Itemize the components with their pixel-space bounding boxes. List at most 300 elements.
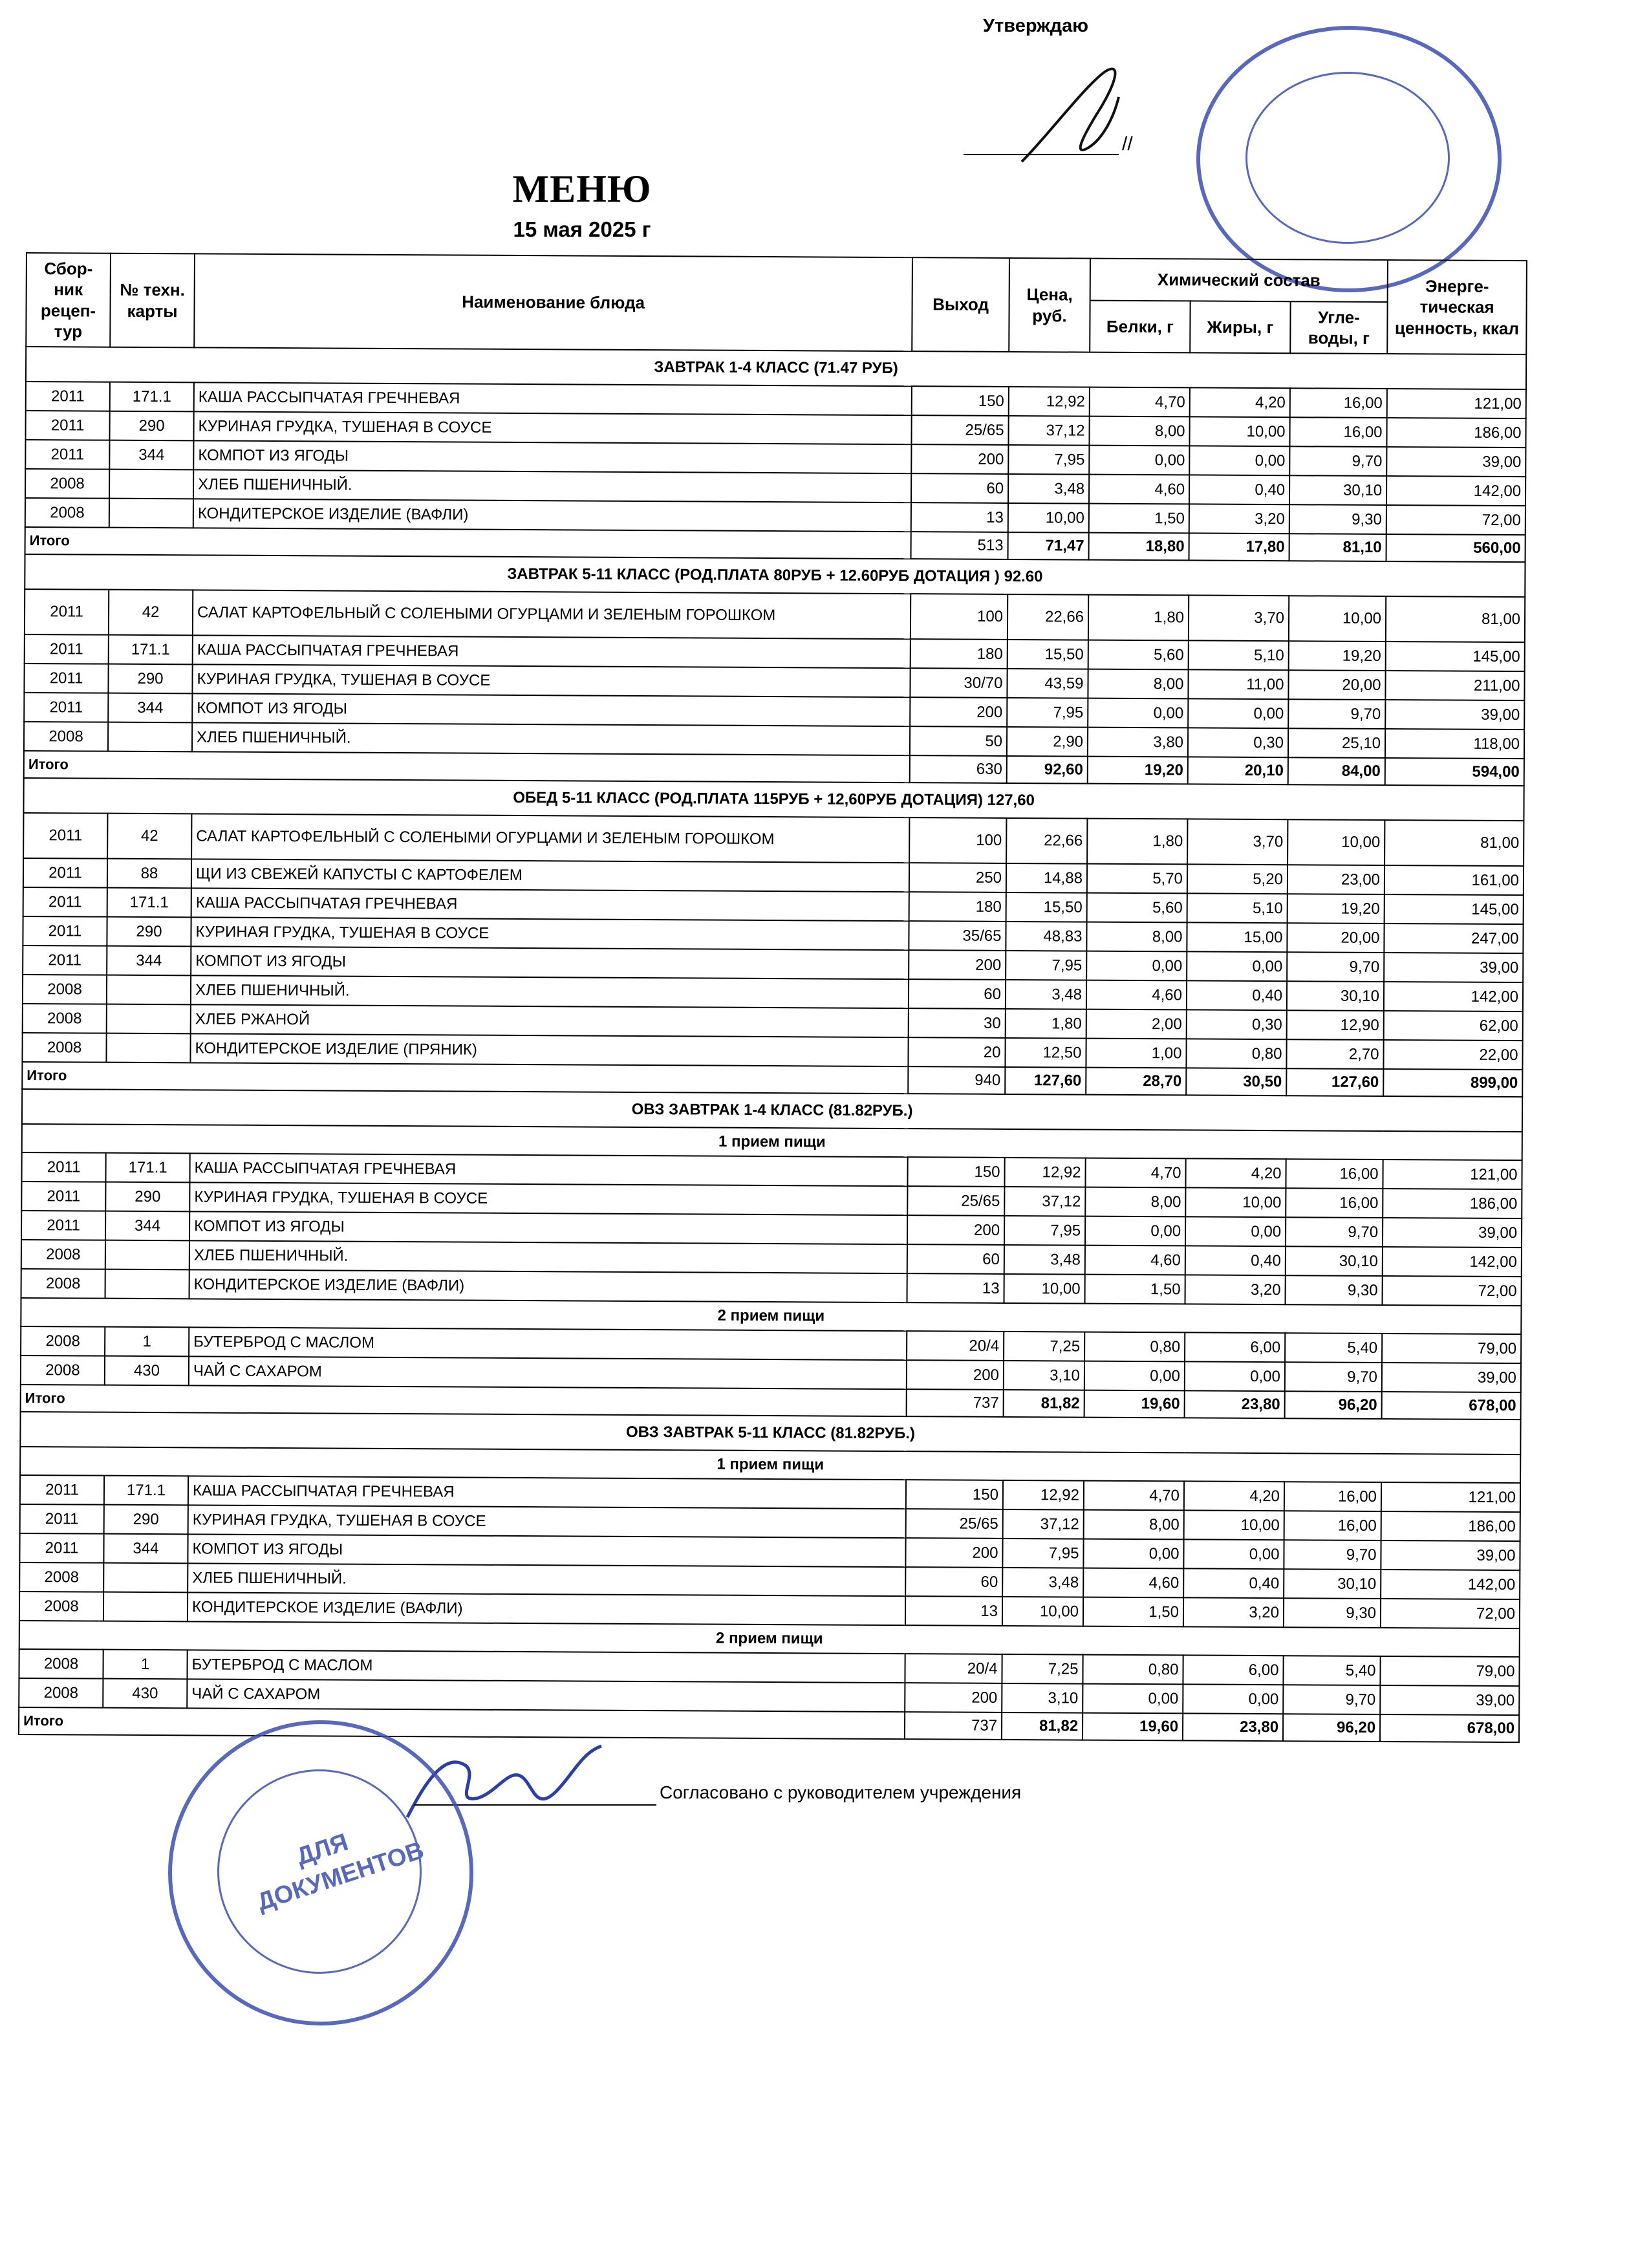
cell-dish-name: ХЛЕБ ПШЕНИЧНЫЙ. [188,1563,905,1596]
cell-fat: 5,10 [1187,893,1288,923]
cell-card [106,1033,190,1063]
cell-fat: 0,40 [1187,980,1287,1010]
cell-card: 344 [105,1211,189,1241]
agreed-label: Согласовано с руководителем учреждения [660,1782,1022,1802]
cell-energy: 121,00 [1383,1160,1522,1189]
cell-fat: 4,20 [1190,387,1290,417]
total-carbs: 84,00 [1288,757,1385,785]
cell-fat: 0,00 [1185,1361,1285,1391]
cell-price: 3,48 [1006,980,1086,1010]
cell-energy: 161,00 [1385,865,1524,895]
cell-dish-name: КАША РАССЫПЧАТАЯ ГРЕЧНЕВАЯ [193,635,911,668]
cell-collection: 2011 [24,693,108,722]
cell-price: 12,92 [1003,1480,1084,1510]
cell-collection: 2008 [23,975,107,1004]
cell-fat: 0,00 [1185,1216,1286,1246]
cell-dish-name: КОНДИТЕРСКОЕ ИЗДЕЛИЕ (ВАФЛИ) [189,1269,907,1302]
cell-price: 22,66 [1006,818,1087,864]
cell-price: 48,83 [1006,922,1086,951]
cell-price: 3,48 [1008,474,1089,504]
cell-protein: 0,00 [1088,698,1188,728]
cell-card: 290 [109,411,193,441]
cell-fat: 4,20 [1184,1481,1284,1511]
col-protein: Белки, г [1090,301,1190,353]
cell-price: 43,59 [1007,669,1088,698]
cell-carbs: 9,30 [1289,504,1386,534]
section-title: ОВЗ ЗАВТРАК 1-4 КЛАСС (81.82РУБ.) [22,1089,1522,1132]
cell-output: 50 [910,726,1007,756]
cell-output: 25/65 [911,415,1008,445]
cell-energy: 39,00 [1385,700,1524,729]
cell-collection: 2008 [19,1649,103,1679]
cell-dish-name: КУРИНАЯ ГРУДКА, ТУШЕНАЯ В СОУСЕ [192,664,910,697]
total-protein: 28,70 [1086,1068,1186,1096]
cell-collection: 2011 [23,858,107,888]
cell-energy: 39,00 [1384,953,1523,982]
cell-collection: 2011 [20,1475,104,1505]
total-price: 71,47 [1008,532,1089,560]
cell-protein: 8,00 [1089,416,1189,446]
cell-energy: 81,00 [1386,596,1525,642]
cell-fat: 6,00 [1183,1655,1283,1685]
cell-price: 3,48 [1002,1568,1083,1597]
total-energy: 678,00 [1382,1392,1521,1420]
cell-output: 200 [907,1360,1004,1390]
cell-fat: 3,20 [1183,1597,1284,1627]
total-output: 513 [911,532,1008,559]
cell-collection: 2008 [19,1678,103,1708]
cell-energy: 186,00 [1383,1189,1522,1218]
cell-price: 14,88 [1006,863,1087,893]
cell-collection: 2008 [21,1240,105,1269]
cell-fat: 5,20 [1187,864,1288,894]
cell-dish-name: ХЛЕБ ПШЕНИЧНЫЙ. [193,470,911,502]
cell-carbs: 12,90 [1287,1010,1384,1040]
cell-carbs: 25,10 [1288,728,1385,758]
cell-fat: 0,00 [1183,1684,1283,1714]
cell-energy: 39,00 [1386,447,1525,477]
cell-energy: 186,00 [1381,1511,1520,1541]
cell-output: 150 [912,386,1009,416]
page-title: МЕНЮ [512,167,652,210]
cell-energy: 142,00 [1383,1247,1522,1277]
section-title: ОВЗ ЗАВТРАК 5-11 КЛАСС (81.82РУБ.) [20,1412,1520,1454]
cell-carbs: 30,10 [1286,1246,1383,1276]
cell-protein: 4,60 [1086,980,1187,1010]
total-carbs: 81,10 [1289,534,1386,561]
cell-card: 344 [107,946,191,976]
cell-collection: 2011 [24,664,108,693]
cell-carbs: 10,00 [1289,596,1386,642]
cell-collection: 2008 [21,1326,105,1356]
total-fat: 17,80 [1189,533,1289,561]
cell-protein: 4,70 [1084,1481,1184,1511]
cell-output: 60 [909,979,1006,1009]
cell-carbs: 16,00 [1286,1188,1383,1218]
cell-price: 7,95 [1006,951,1086,980]
cell-protein: 8,00 [1086,922,1187,952]
cell-collection: 2008 [21,1269,105,1299]
cell-protein: 1,50 [1089,504,1189,534]
cell-card: 171.1 [107,888,191,918]
cell-carbs: 20,00 [1288,670,1385,700]
cell-collection: 2011 [25,440,109,470]
cell-output: 200 [910,697,1007,727]
cell-dish-name: КОМПОТ ИЗ ЯГОДЫ [189,1211,907,1244]
cell-dish-name: КОМПОТ ИЗ ЯГОДЫ [192,693,910,726]
cell-card [103,1563,188,1593]
cell-collection: 2011 [20,1504,104,1534]
cell-card [103,1592,188,1622]
cell-carbs: 5,40 [1283,1656,1380,1685]
cell-output: 20/4 [907,1331,1004,1361]
cell-card [109,470,193,499]
cell-protein: 8,00 [1088,669,1188,699]
cell-collection: 2008 [25,469,109,499]
cell-protein: 1,80 [1087,819,1187,865]
total-protein: 19,60 [1084,1390,1185,1418]
cell-output: 180 [911,639,1008,669]
cell-collection: 2008 [21,1355,105,1385]
cell-carbs: 2,70 [1286,1039,1383,1069]
cell-price: 22,66 [1008,594,1088,640]
cell-protein: 4,60 [1089,475,1189,504]
cell-output: 20/4 [905,1654,1002,1683]
cell-protein: 0,00 [1083,1684,1183,1714]
total-carbs: 96,20 [1283,1714,1380,1742]
cell-carbs: 10,00 [1288,819,1385,865]
cell-price: 3,48 [1004,1245,1085,1275]
cell-card [108,722,192,752]
cell-carbs: 23,00 [1288,865,1385,894]
cell-collection: 2011 [25,589,109,635]
cell-carbs: 16,00 [1286,1159,1383,1189]
cell-dish-name: КОНДИТЕРСКОЕ ИЗДЕЛИЕ (ПРЯНИК) [190,1033,908,1066]
total-energy: 678,00 [1380,1714,1519,1742]
table-body [19,347,1526,1742]
cell-energy: 39,00 [1380,1685,1519,1715]
cell-protein: 1,80 [1088,595,1189,641]
cell-price: 10,00 [1002,1597,1083,1626]
cell-price: 10,00 [1004,1274,1085,1304]
cell-output: 180 [909,892,1006,922]
cell-protein: 0,00 [1085,1216,1185,1246]
cell-output: 100 [911,594,1008,640]
cell-carbs: 30,10 [1289,475,1386,505]
cell-dish-name: КОНДИТЕРСКОЕ ИЗДЕЛИЕ (ВАФЛИ) [193,499,911,532]
total-fat: 23,80 [1183,1713,1283,1741]
cell-output: 13 [907,1273,1004,1303]
total-price: 92,60 [1007,756,1088,784]
cell-protein: 4,70 [1085,1158,1185,1188]
total-price: 81,82 [1002,1712,1083,1740]
cell-carbs: 19,20 [1289,641,1386,671]
cell-energy: 72,00 [1386,505,1525,535]
cell-price: 7,95 [1008,445,1089,475]
cell-price: 1,80 [1006,1009,1086,1039]
cell-card [105,1240,189,1270]
cell-energy: 145,00 [1385,894,1524,924]
total-output: 737 [905,1712,1002,1740]
cell-fat: 3,20 [1185,1275,1286,1304]
cell-price: 15,50 [1008,640,1088,669]
menu-table [18,252,1527,1743]
cell-card: 290 [105,1182,189,1212]
total-energy: 594,00 [1385,758,1524,786]
cell-protein: 5,60 [1087,893,1187,923]
cell-carbs: 19,20 [1288,894,1385,923]
cell-dish-name: КАША РАССЫПЧАТАЯ ГРЕЧНЕВАЯ [188,1476,906,1509]
cell-protein: 0,00 [1086,951,1187,981]
cell-price: 2,90 [1007,727,1088,757]
cell-collection: 2011 [26,382,110,411]
cell-carbs: 9,70 [1284,1540,1381,1570]
cell-output: 30 [909,1008,1006,1038]
cell-carbs: 9,70 [1287,952,1384,982]
total-protein: 18,80 [1089,533,1189,561]
cell-carbs: 20,00 [1287,923,1384,953]
cell-fat: 6,00 [1185,1332,1285,1362]
cell-output: 20 [908,1037,1005,1067]
cell-card: 344 [109,440,193,470]
cell-protein: 1,50 [1085,1275,1185,1304]
col-collection: Сбор-ник рецеп-тур [26,253,111,347]
total-fat: 23,80 [1185,1390,1285,1418]
cell-collection: 2011 [23,945,107,975]
table-header [26,253,1527,354]
cell-output: 35/65 [909,921,1006,951]
cell-carbs: 30,10 [1284,1569,1381,1599]
cell-price: 37,12 [1008,416,1089,446]
cell-carbs: 16,00 [1284,1482,1381,1511]
cell-card: 88 [107,859,191,889]
cell-fat: 0,30 [1188,728,1288,757]
cell-protein: 0,80 [1084,1332,1185,1362]
cell-collection: 2008 [24,722,108,751]
cell-protein: 4,60 [1083,1568,1183,1598]
section-title: ОБЕД 5-11 КЛАСС (РОД.ПЛАТА 115РУБ + 12,60РУБ ДОТАЦИЯ) 127,60 [23,778,1524,821]
cell-card: 171.1 [105,1153,189,1183]
meal-title: 1 прием пищи [22,1124,1522,1160]
cell-protein: 4,60 [1085,1246,1185,1275]
cell-card: 290 [104,1505,188,1535]
cell-energy: 121,00 [1381,1482,1520,1512]
cell-carbs: 9,70 [1285,1362,1382,1392]
cell-collection: 2011 [25,634,109,664]
cell-fat: 0,00 [1188,698,1288,728]
total-carbs: 127,60 [1286,1068,1383,1096]
cell-card [109,499,193,528]
cell-card: 1 [103,1650,187,1679]
cell-price: 37,12 [1004,1187,1085,1216]
cell-output: 200 [905,1538,1002,1568]
cell-card: 430 [105,1356,189,1386]
cell-fat: 3,20 [1189,504,1289,534]
total-label: Итого [24,751,910,783]
cell-fat: 0,00 [1189,446,1289,475]
cell-dish-name: ЧАЙ С САХАРОМ [187,1679,905,1712]
total-carbs: 96,20 [1285,1391,1382,1419]
cell-energy: 142,00 [1384,982,1523,1011]
col-energy: Энерге-тическая ценность, ккал [1387,260,1527,354]
cell-dish-name: ЩИ ИЗ СВЕЖЕЙ КАПУСТЫ С КАРТОФЕЛЕМ [191,859,909,892]
cell-output: 25/65 [907,1186,1004,1216]
total-price: 81,82 [1004,1390,1084,1418]
cell-protein: 1,00 [1086,1039,1186,1068]
cell-card [105,1269,189,1299]
col-name: Наименование блюда [194,254,912,351]
cell-carbs: 9,70 [1289,446,1386,476]
cell-fat: 10,00 [1184,1510,1284,1540]
cell-card: 171.1 [110,382,194,412]
stamp-text: ДЛЯ ДОКУМЕНТОВ [253,1828,427,1916]
total-label: Итого [21,1385,907,1416]
cell-fat: 5,10 [1189,640,1289,670]
cell-collection: 2008 [23,1004,107,1033]
cell-dish-name: ЧАЙ С САХАРОМ [189,1356,907,1389]
cell-output: 150 [906,1480,1003,1509]
cell-output: 200 [909,950,1006,980]
cell-dish-name: КАША РАССЫПЧАТАЯ ГРЕЧНЕВАЯ [194,382,912,415]
cell-energy: 39,00 [1382,1363,1521,1392]
cell-dish-name: КУРИНАЯ ГРУДКА, ТУШЕНАЯ В СОУСЕ [189,1182,907,1215]
cell-carbs: 9,70 [1283,1685,1380,1714]
cell-collection: 2011 [19,1533,103,1563]
total-output: 737 [907,1389,1004,1417]
cell-carbs: 9,70 [1288,699,1385,729]
cell-card: 42 [109,590,193,636]
menu-date: 15 мая 2025 г [513,217,651,241]
cell-collection: 2008 [19,1592,103,1621]
cell-card [107,975,191,1005]
cell-card: 290 [107,917,191,947]
total-label: Итого [22,1062,908,1094]
cell-energy: 22,00 [1383,1040,1522,1070]
cell-dish-name: КОНДИТЕРСКОЕ ИЗДЕЛИЕ (ВАФЛИ) [188,1592,905,1625]
cell-price: 3,10 [1002,1683,1083,1713]
cell-energy: 72,00 [1383,1276,1522,1306]
cell-protein: 0,00 [1084,1361,1185,1391]
cell-price: 12,92 [1009,387,1090,416]
cell-energy: 145,00 [1386,642,1525,671]
cell-energy: 118,00 [1385,729,1524,759]
cell-protein: 4,70 [1090,387,1190,417]
cell-collection: 2011 [21,1152,105,1182]
cell-energy: 81,00 [1385,820,1524,866]
cell-output: 25/65 [906,1509,1003,1539]
cell-carbs: 30,10 [1287,981,1384,1011]
cell-fat: 0,40 [1183,1568,1284,1598]
round-stamp-bottom [168,1720,473,2025]
approve-label: Утверждаю [983,16,1089,36]
cell-energy: 79,00 [1380,1656,1519,1686]
cell-carbs: 16,00 [1289,417,1386,447]
cell-protein: 3,80 [1088,728,1188,757]
cell-carbs: 5,40 [1285,1333,1382,1363]
total-label: Итого [25,527,911,559]
cell-price: 12,50 [1005,1038,1086,1068]
cell-price: 15,50 [1006,892,1087,922]
cell-card [107,1004,191,1034]
cell-protein: 0,00 [1089,446,1189,475]
meal-title: 1 прием пищи [20,1447,1520,1483]
cell-fat: 11,00 [1188,669,1288,699]
cell-output: 60 [907,1244,1004,1274]
cell-dish-name: КУРИНАЯ ГРУДКА, ТУШЕНАЯ В СОУСЕ [191,917,909,950]
cell-dish-name: КУРИНАЯ ГРУДКА, ТУШЕНАЯ В СОУСЕ [188,1505,906,1538]
signature-slash: // [1122,133,1133,155]
cell-output: 13 [905,1596,1002,1626]
cell-output: 200 [905,1683,1002,1712]
cell-dish-name: БУТЕРБРОД С МАСЛОМ [187,1650,905,1683]
cell-protein: 2,00 [1086,1010,1187,1039]
cell-carbs: 9,30 [1284,1598,1381,1628]
cell-collection: 2011 [21,1182,105,1211]
cell-dish-name: САЛАТ КАРТОФЕЛЬНЫЙ С СОЛЕНЫМИ ОГУРЦАМИ И ЗЕЛЕНЫМ ГОРОШКОМ [193,590,911,639]
cell-collection: 2011 [23,916,107,946]
cell-price: 7,95 [1002,1539,1083,1568]
col-price: Цена, руб. [1009,258,1090,352]
cell-fat: 0,40 [1185,1246,1286,1275]
cell-price: 10,00 [1008,503,1089,533]
cell-price: 7,25 [1002,1654,1083,1684]
cell-protein: 8,00 [1084,1510,1184,1540]
total-output: 940 [908,1066,1005,1094]
cell-output: 200 [911,444,1008,474]
cell-card: 171.1 [104,1476,188,1506]
cell-output: 60 [911,473,1008,503]
cell-carbs: 16,00 [1290,388,1387,418]
cell-dish-name: КАША РАССЫПЧАТАЯ ГРЕЧНЕВАЯ [189,1153,907,1186]
cell-dish-name: ХЛЕБ ПШЕНИЧНЫЙ. [189,1240,907,1273]
cell-price: 7,95 [1007,698,1088,728]
cell-output: 60 [905,1567,1002,1597]
cell-dish-name: ХЛЕБ РЖАНОЙ [191,1004,909,1037]
cell-card: 430 [103,1679,187,1709]
meal-title: 2 прием пищи [19,1621,1520,1657]
cell-collection: 2008 [19,1562,103,1592]
cell-price: 3,10 [1004,1361,1084,1390]
cell-protein: 0,00 [1083,1539,1183,1569]
cell-output: 250 [909,863,1006,892]
cell-price: 7,25 [1004,1332,1084,1361]
col-fat: Жиры, г [1190,301,1290,353]
total-energy: 899,00 [1383,1069,1522,1097]
col-chem: Химический состав [1090,259,1388,302]
col-carbs: Угле-воды, г [1290,301,1387,354]
col-output: Выход [912,257,1009,352]
total-energy: 560,00 [1386,534,1525,562]
cell-energy: 72,00 [1381,1599,1520,1628]
cell-carbs: 16,00 [1284,1511,1381,1540]
cell-protein: 5,60 [1088,640,1189,670]
cell-price: 7,95 [1004,1216,1085,1246]
cell-output: 150 [907,1157,1004,1187]
cell-carbs: 9,70 [1286,1217,1383,1247]
cell-protein: 5,70 [1087,864,1187,894]
cell-fat: 10,00 [1185,1187,1286,1217]
cell-fat: 3,70 [1187,819,1288,865]
cell-energy: 142,00 [1381,1570,1520,1599]
cell-fat: 0,00 [1183,1539,1284,1569]
cell-price: 37,12 [1003,1509,1084,1539]
cell-fat: 0,80 [1186,1039,1286,1068]
cell-collection: 2011 [23,887,107,917]
table-row [23,813,1524,866]
cell-energy: 121,00 [1387,389,1526,418]
section-title: ЗАВТРАК 5-11 КЛАСС (РОД.ПЛАТА 80РУБ + 12.60РУБ ДОТАЦИЯ ) 92.60 [25,554,1525,597]
cell-protein: 0,80 [1083,1655,1183,1685]
